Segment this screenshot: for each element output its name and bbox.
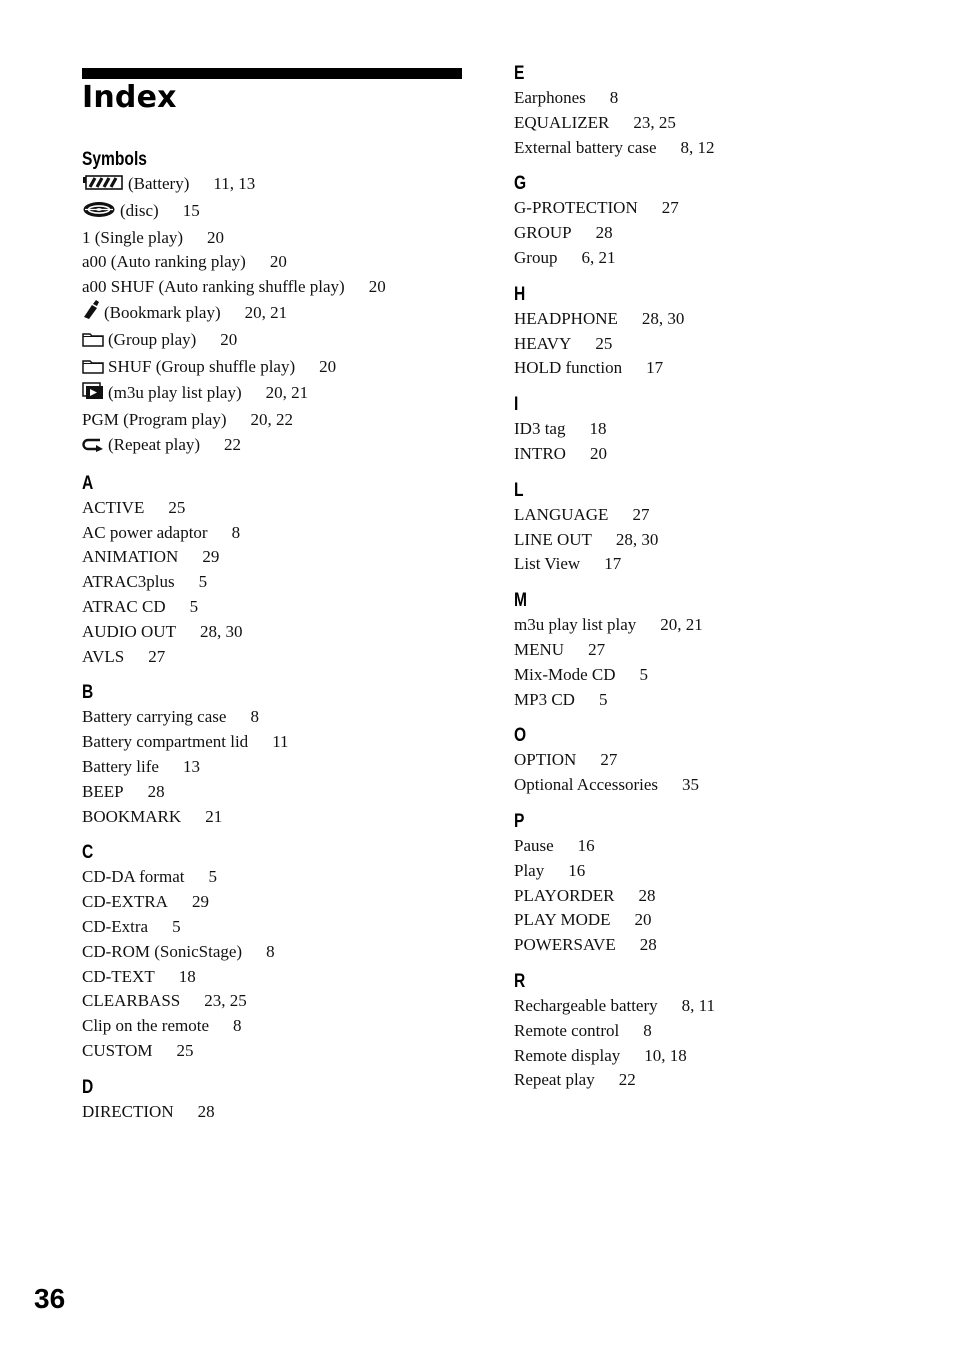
index-section-b: [82, 681, 482, 829]
entry-page-ref: 21: [205, 806, 223, 826]
entry-term: (disc): [120, 200, 159, 220]
entry-page-ref: 27: [632, 504, 650, 524]
entry-page-ref: 28, 30: [199, 621, 243, 641]
index-section-g: [514, 172, 914, 270]
entry-page-ref: 15: [182, 200, 200, 220]
entry-term: MP3 CD: [514, 689, 575, 709]
index-entry: [514, 417, 914, 442]
entry-term: BOOKMARK: [82, 806, 182, 826]
entry-term: INTRO: [514, 443, 566, 463]
entry-page-ref: 11, 13: [213, 174, 256, 193]
entry-page-ref: 28: [147, 781, 165, 801]
entry-page-ref: 22: [224, 434, 242, 454]
index-entry: [82, 595, 482, 620]
index-entry: [514, 994, 914, 1019]
section-heading: Symbols: [82, 149, 147, 170]
index-entry: [514, 748, 914, 773]
index-entry: [514, 773, 914, 798]
entry-term: CD-DA format: [82, 867, 185, 887]
entry-term: PLAYORDER: [514, 885, 615, 905]
index-entry: [82, 381, 482, 408]
index-entry: [82, 250, 482, 275]
index-entry: [514, 111, 914, 136]
entry-term: Optional Accessories: [514, 775, 658, 795]
entry-page-ref: 28: [197, 1101, 215, 1121]
entry-term: DIRECTION: [82, 1101, 174, 1121]
entry-page-ref: 17: [604, 554, 622, 574]
index-entry: [82, 620, 482, 645]
entry-page-ref: 8: [250, 707, 259, 727]
section-heading: G: [514, 173, 527, 195]
entry-page-ref: 22: [618, 1070, 636, 1090]
index-entry: [514, 613, 914, 638]
entry-term: CD-Extra: [82, 916, 149, 936]
section-heading: D: [82, 1076, 94, 1098]
entry-page-ref: 29: [191, 892, 209, 912]
index-entry: [514, 1044, 914, 1069]
index-section-c: [82, 841, 482, 1063]
entry-term: a00 SHUF (Auto ranking shuffle play): [82, 277, 345, 297]
entry-term: BEEP: [82, 781, 124, 801]
entry-page-ref: 8: [266, 941, 275, 961]
index-section-d: [82, 1076, 482, 1125]
entry-page-ref: 20, 21: [244, 302, 288, 322]
section-heading: R: [514, 970, 526, 992]
index-entry: [514, 332, 914, 357]
entry-term: MENU: [514, 639, 565, 659]
index-entry: [82, 865, 482, 890]
index-section-e: [514, 62, 914, 160]
index-entry: [514, 688, 914, 713]
entry-page-ref: 8: [231, 522, 241, 542]
section-heading: H: [514, 283, 526, 305]
index-entry: [82, 226, 482, 251]
entry-page-ref: 20: [589, 443, 607, 463]
index-column-right: [514, 62, 914, 1105]
entry-term: LINE OUT: [514, 529, 592, 549]
entry-term: HEAVY: [514, 333, 572, 353]
entry-page-ref: 20: [319, 356, 337, 376]
entry-page-ref: 5: [598, 689, 608, 709]
disc-icon: [82, 201, 116, 226]
index-entry: [82, 433, 482, 460]
index-entry: [514, 908, 914, 933]
entry-term: HEADPHONE: [514, 308, 618, 328]
index-entry: [82, 172, 482, 199]
entry-term: Remote control: [514, 1020, 620, 1040]
index-entry: [514, 136, 914, 161]
index-entry: [82, 705, 482, 730]
entry-term: External battery case: [514, 137, 657, 157]
section-heading: M: [514, 590, 527, 612]
folder-icon: [82, 357, 104, 382]
section-heading: E: [514, 63, 525, 84]
entry-term: POWERSAVE: [514, 935, 616, 955]
index-entry: [82, 328, 482, 355]
entry-term: Clip on the remote: [82, 1016, 210, 1036]
entry-term: Rechargeable battery: [514, 995, 658, 1015]
index-entry: [82, 780, 482, 805]
repeat-icon: [82, 435, 104, 460]
index-entry: [82, 300, 482, 328]
index-entry: [82, 521, 482, 546]
entry-term: ACTIVE: [82, 497, 145, 517]
index-section-h: [514, 283, 914, 381]
entry-term: CD-ROM (SonicStage): [82, 941, 243, 961]
entry-page-ref: 20: [220, 329, 238, 349]
index-entry: [514, 442, 914, 467]
entry-page-ref: 20: [269, 252, 287, 272]
index-entry: [514, 503, 914, 528]
page-title: Index: [82, 80, 177, 115]
entry-term: Battery compartment lid: [82, 732, 249, 752]
index-entry: [514, 196, 914, 221]
entry-term: GROUP: [514, 223, 572, 243]
entry-page-ref: 16: [577, 835, 595, 855]
index-section-i: [514, 393, 914, 467]
entry-page-ref: 20: [368, 277, 386, 297]
index-entry: [514, 638, 914, 663]
entry-page-ref: 28, 30: [641, 308, 685, 328]
index-entry: [82, 545, 482, 570]
entry-page-ref: 27: [661, 198, 679, 218]
entry-page-ref: 20: [634, 910, 652, 930]
entry-page-ref: 20, 21: [265, 383, 309, 403]
entry-term: AUDIO OUT: [82, 621, 176, 641]
index-entry: [82, 989, 482, 1014]
entry-term: Battery life: [82, 756, 159, 776]
entry-term: AVLS: [82, 646, 125, 666]
entry-page-ref: 25: [595, 333, 613, 353]
index-entry: [514, 663, 914, 688]
entry-term: PGM (Program play): [82, 410, 227, 430]
entry-term: LANGUAGE: [514, 504, 609, 524]
entry-page-ref: 5: [189, 596, 199, 616]
page-number: 36: [34, 1283, 66, 1314]
entry-page-ref: 5: [639, 664, 649, 684]
entry-term: (m3u play list play): [108, 383, 242, 403]
entry-page-ref: 16: [568, 860, 586, 880]
entry-term: Group: [514, 247, 558, 267]
entry-term: ATRAC CD: [82, 596, 166, 616]
playlist-icon: [82, 382, 104, 408]
entry-term: ID3 tag: [514, 419, 566, 439]
section-heading: L: [514, 479, 524, 501]
entry-page-ref: 13: [182, 756, 200, 776]
entry-page-ref: 25: [176, 1040, 194, 1060]
bookmark-icon: [82, 300, 100, 328]
entry-page-ref: 20: [207, 227, 225, 247]
index-section-symbols: [82, 148, 482, 460]
entry-page-ref: 8: [233, 1016, 242, 1036]
index-entry: [514, 859, 914, 884]
index-entry: [514, 1019, 914, 1044]
index-entry: [82, 1014, 482, 1039]
entry-page-ref: 5: [198, 572, 208, 592]
index-entry: [82, 730, 482, 755]
index-entry: [82, 355, 482, 382]
entry-page-ref: 18: [178, 966, 196, 986]
entry-term: ATRAC3plus: [82, 572, 175, 592]
entry-term: CLEARBASS: [82, 991, 181, 1011]
entry-term: 1 (Single play): [82, 227, 184, 247]
entry-term: (Bookmark play): [104, 302, 221, 322]
index-section-l: [514, 479, 914, 577]
entry-term: ANIMATION: [82, 547, 179, 567]
entry-page-ref: 5: [172, 916, 181, 936]
entry-term: Earphones: [514, 88, 586, 107]
entry-term: PLAY MODE: [514, 910, 611, 930]
index-entry: [514, 933, 914, 958]
folder-icon: [82, 330, 104, 355]
entry-page-ref: 10, 18: [644, 1045, 687, 1065]
index-entry: [514, 221, 914, 246]
entry-page-ref: 18: [589, 419, 607, 439]
entry-page-ref: 8: [609, 88, 619, 107]
title-rule: [82, 68, 462, 79]
index-section-m: [514, 589, 914, 712]
entry-term: m3u play list play: [514, 615, 637, 635]
entry-page-ref: 28: [595, 223, 613, 243]
index-entry: [514, 552, 914, 577]
index-entry: [82, 199, 482, 226]
section-heading: A: [82, 472, 94, 494]
entry-page-ref: 28, 30: [615, 529, 659, 549]
entry-page-ref: 20, 21: [660, 615, 703, 635]
index-entry: [82, 915, 482, 940]
entry-term: Battery carrying case: [82, 707, 227, 727]
entry-term: Play: [514, 860, 545, 880]
entry-term: (Repeat play): [108, 434, 201, 454]
index-section-o: [514, 724, 914, 798]
index-entry: [514, 528, 914, 553]
index-section-a: [82, 472, 482, 670]
entry-term: SHUF (Group shuffle play): [108, 356, 296, 376]
index-entry: [82, 940, 482, 965]
index-column-left: [82, 148, 482, 1137]
entry-term: List View: [514, 554, 581, 574]
entry-page-ref: 25: [168, 497, 186, 517]
index-entry: [514, 86, 914, 111]
index-section-r: [514, 970, 914, 1093]
entry-term: Mix-Mode CD: [514, 664, 616, 684]
index-entry: [514, 884, 914, 909]
index-entry: [82, 275, 482, 300]
entry-page-ref: 11: [272, 732, 289, 752]
entry-term: HOLD function: [514, 358, 623, 378]
entry-page-ref: 8, 12: [680, 137, 715, 157]
battery-icon: [82, 174, 124, 199]
index-entry: [514, 834, 914, 859]
section-heading: P: [514, 810, 525, 832]
index-entry: [82, 805, 482, 830]
entry-term: CD-TEXT: [82, 966, 155, 986]
index-entry: [514, 356, 914, 381]
entry-page-ref: 8: [643, 1020, 652, 1040]
entry-page-ref: 8, 11: [681, 995, 716, 1015]
entry-term: a00 (Auto ranking play): [82, 252, 246, 272]
section-heading: B: [82, 682, 94, 704]
entry-term: AC power adaptor: [82, 522, 208, 542]
section-heading: I: [514, 394, 519, 416]
entry-term: (Group play): [108, 329, 197, 349]
section-heading: C: [82, 842, 94, 864]
entry-term: (Battery): [128, 174, 190, 193]
index-entry: [82, 570, 482, 595]
index-entry: [82, 408, 482, 433]
index-entry: [82, 965, 482, 990]
entry-page-ref: 23, 25: [633, 112, 676, 132]
entry-page-ref: 27: [588, 639, 606, 659]
entry-term: Pause: [514, 835, 554, 855]
entry-term: Remote display: [514, 1045, 621, 1065]
entry-term: Repeat play: [514, 1070, 595, 1090]
index-entry: [82, 755, 482, 780]
index-entry: [514, 1068, 914, 1093]
index-entry: [514, 307, 914, 332]
entry-term: CD-EXTRA: [82, 892, 168, 912]
entry-page-ref: 28: [638, 885, 656, 905]
entry-page-ref: 20, 22: [250, 410, 293, 430]
index-entry: [82, 1100, 482, 1125]
entry-term: CUSTOM: [82, 1040, 153, 1060]
index-entry: [82, 1039, 482, 1064]
entry-page-ref: 27: [148, 646, 166, 666]
entry-page-ref: 17: [646, 358, 664, 378]
entry-page-ref: 29: [202, 547, 220, 567]
entry-page-ref: 28: [639, 935, 657, 955]
entry-page-ref: 23, 25: [204, 991, 247, 1011]
index-entry: [514, 246, 914, 271]
entry-page-ref: 35: [682, 775, 699, 795]
entry-page-ref: 27: [600, 750, 618, 770]
entry-page-ref: 6, 21: [581, 247, 616, 267]
index-section-p: [514, 810, 914, 958]
entry-term: OPTION: [514, 750, 577, 770]
section-heading: O: [514, 725, 527, 747]
index-entry: [82, 645, 482, 670]
entry-page-ref: 5: [208, 867, 217, 887]
entry-term: G-PROTECTION: [514, 198, 638, 218]
index-entry: [82, 890, 482, 915]
index-entry: [82, 496, 482, 521]
entry-term: EQUALIZER: [514, 112, 610, 132]
